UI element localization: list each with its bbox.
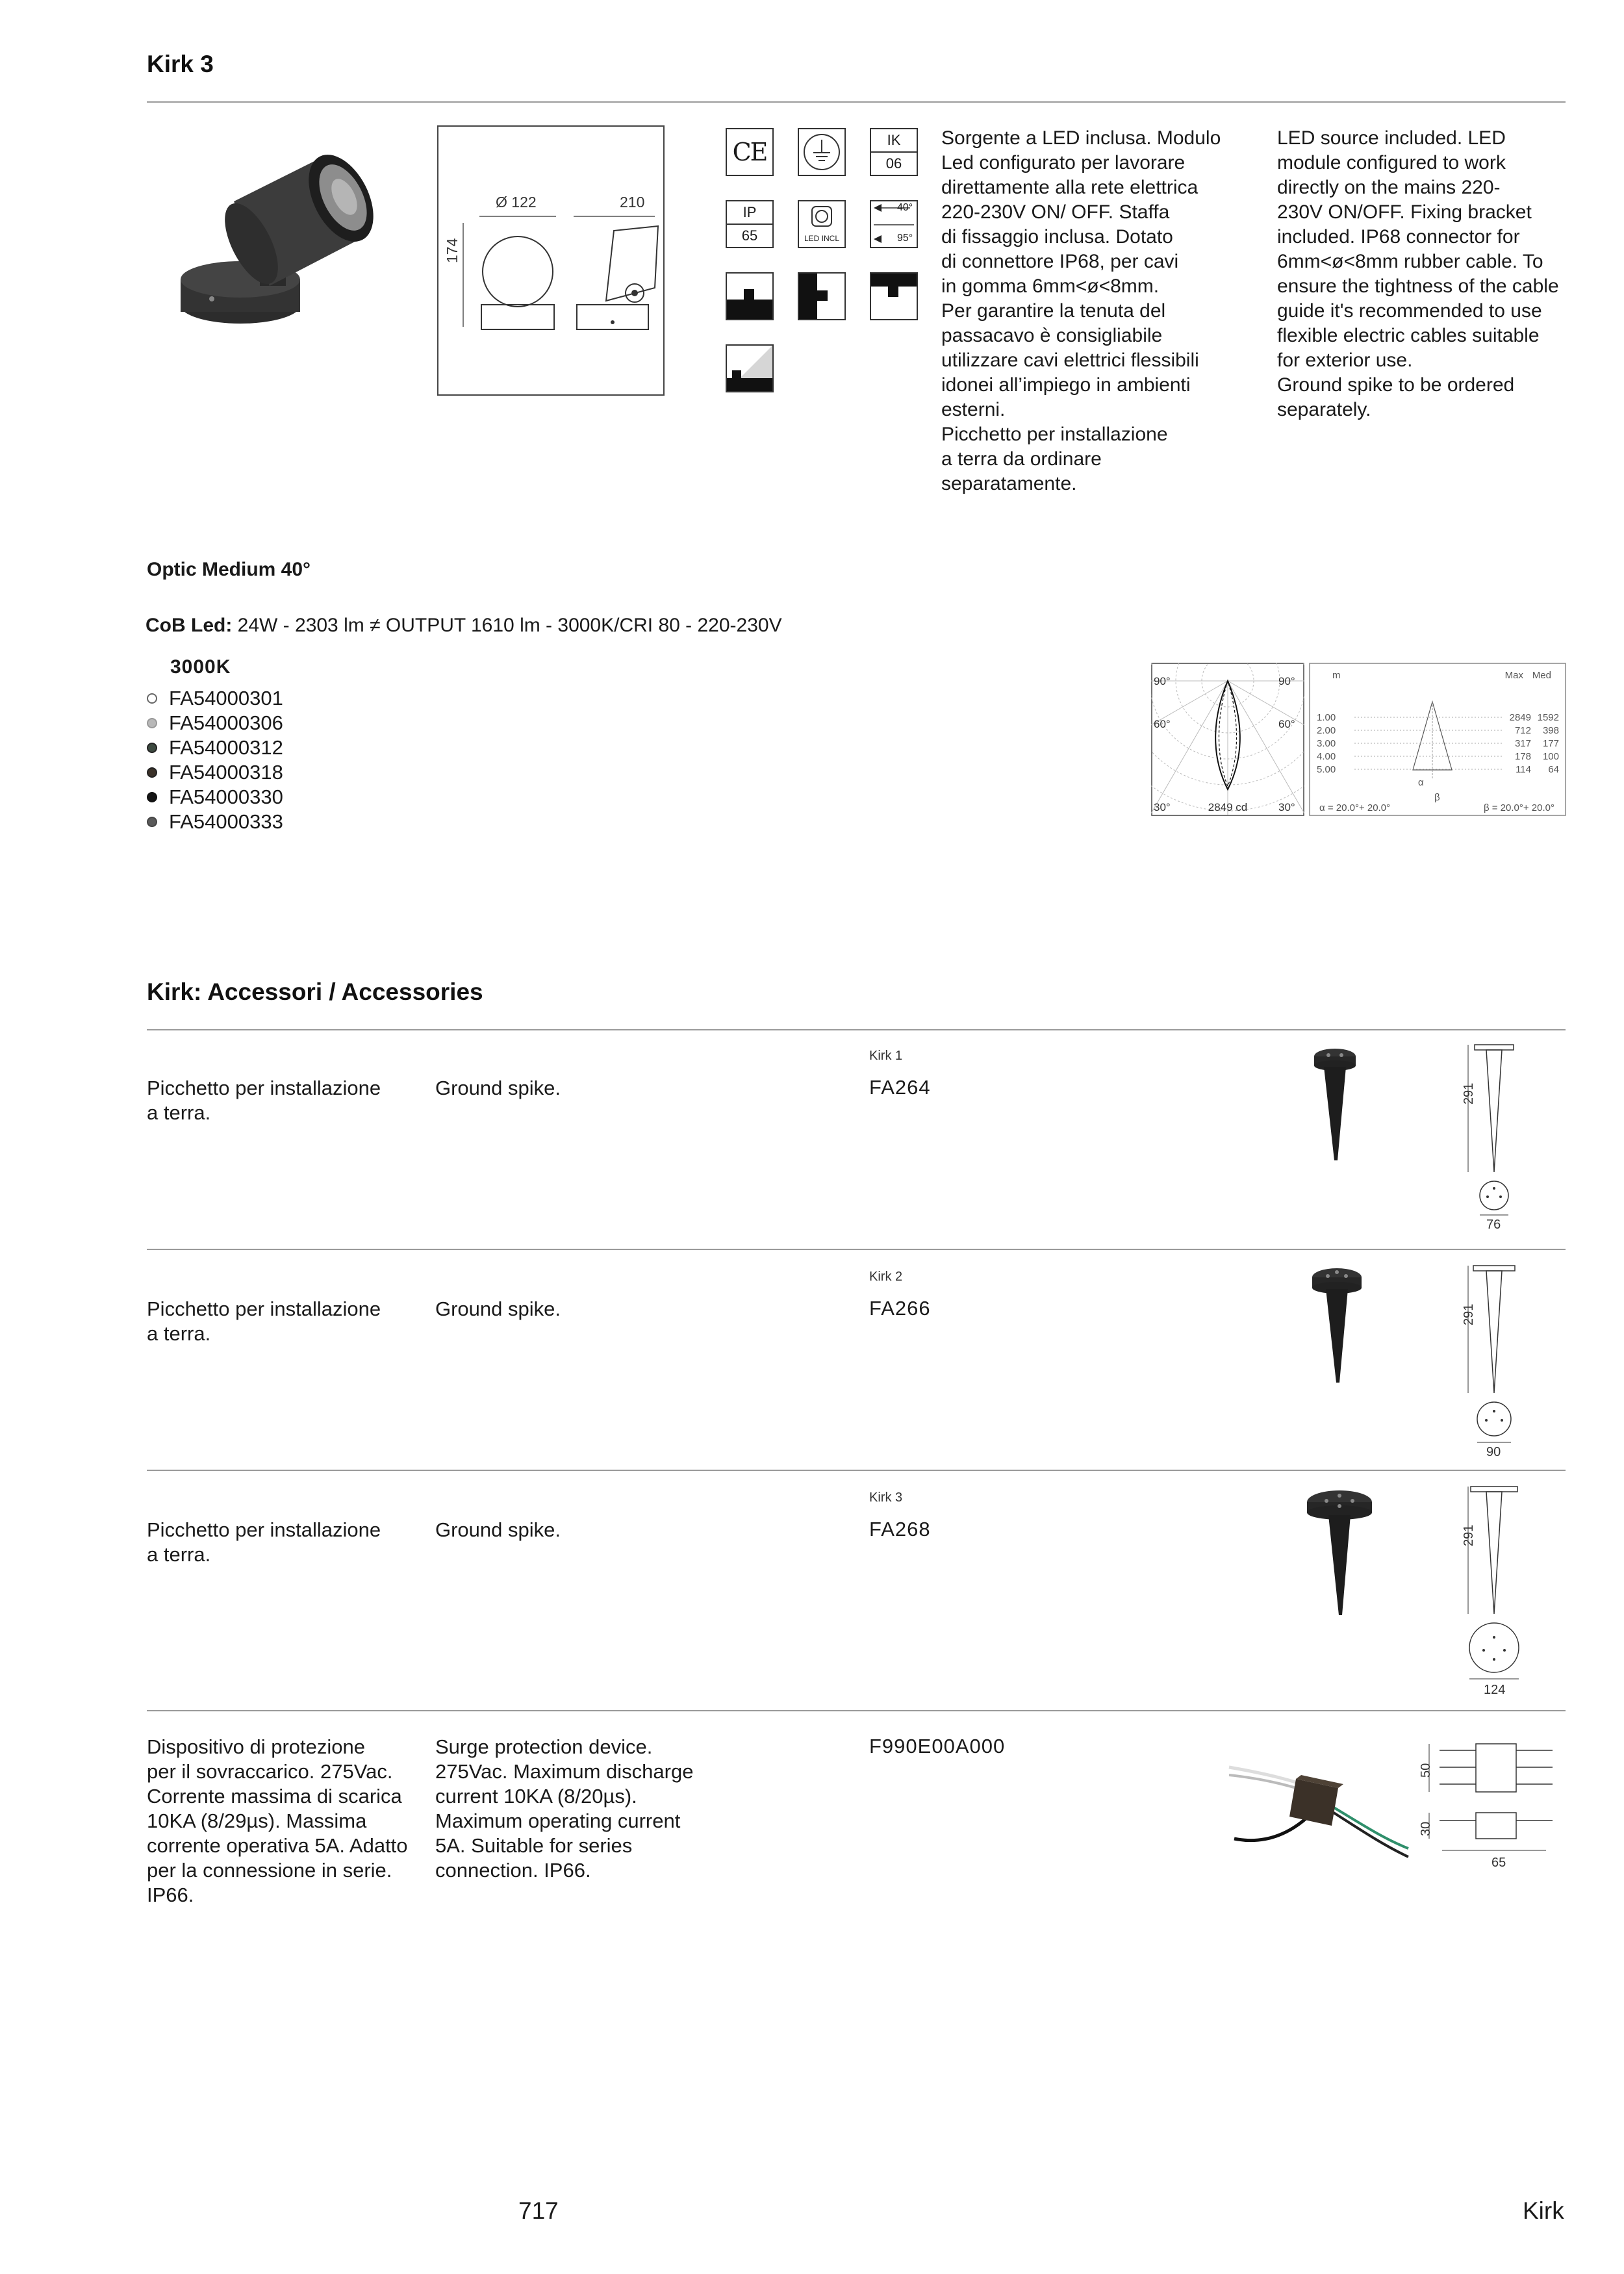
- polar-label-90-right: 90°: [1278, 675, 1295, 687]
- polar-light-distribution: [1151, 663, 1304, 816]
- ip-label: IP: [727, 201, 772, 225]
- row-divider: [147, 1710, 1566, 1711]
- earth-ground-icon: [798, 128, 846, 176]
- ground-spike-drawing: [1455, 1042, 1533, 1231]
- cone-header-med: Med: [1532, 670, 1551, 681]
- variant-code-list: [147, 686, 283, 834]
- cone-med: 177: [1542, 738, 1559, 749]
- accessories-title: Kirk: Accessori / Accessories: [147, 978, 483, 1005]
- cone-max: 178: [1514, 751, 1531, 762]
- cone-max: 712: [1514, 725, 1531, 736]
- ik-rating-icon: [870, 128, 918, 176]
- surge-name-it: Dispositivo di protezione per il sovraccarico. 275Vac. Corrente massima di scarica 10KA (8/29µs). Massima corrente operativa 5A. Adatto per la connessione in serie. IP66.: [147, 1735, 408, 1906]
- dim-diameter: Ø 122: [496, 194, 537, 211]
- accessory-code[interactable]: FA264: [869, 1076, 931, 1099]
- variant-code: FA54000330: [169, 786, 283, 808]
- accessory-code[interactable]: FA268: [869, 1518, 931, 1540]
- variant-code: FA54000318: [169, 761, 283, 784]
- polar-label-60-right: 60°: [1278, 718, 1295, 730]
- dim-width: 210: [620, 194, 645, 211]
- cone-distance: 4.00: [1317, 751, 1336, 762]
- spike-height: 291: [1462, 1303, 1476, 1325]
- accessory-fits: Kirk 1: [869, 1049, 903, 1063]
- ground-spike-drawing: [1455, 1484, 1533, 1698]
- cone-max: 317: [1514, 738, 1531, 749]
- technical-drawing: [437, 125, 665, 396]
- surge-height-2: 30: [1419, 1821, 1433, 1836]
- ground-spike-photo: [1299, 1043, 1371, 1167]
- page-title: Kirk 3: [147, 51, 214, 77]
- section-name: Kirk: [1523, 2197, 1564, 2224]
- page-number: 717: [518, 2197, 559, 2224]
- surge-code[interactable]: F990E00A000: [869, 1735, 1006, 1757]
- variant-row[interactable]: [147, 735, 283, 760]
- accessory-name-en: Ground spike.: [435, 1297, 561, 1320]
- cone-alpha: α: [1418, 777, 1424, 788]
- finish-swatch: [147, 743, 157, 753]
- spike-diameter: 90: [1486, 1445, 1501, 1459]
- accessories-divider: [147, 1029, 1566, 1030]
- polar-label-90-left: 90°: [1154, 675, 1171, 687]
- ip-value: 65: [741, 227, 758, 244]
- accessory-name-en: Ground spike.: [435, 1518, 561, 1541]
- light-cone-table: [1309, 663, 1566, 816]
- accessory-code[interactable]: FA266: [869, 1297, 931, 1320]
- spike-diameter: 76: [1486, 1218, 1501, 1232]
- variant-code: FA54000306: [169, 711, 283, 734]
- cone-distance: 5.00: [1317, 764, 1336, 775]
- variant-row[interactable]: [147, 686, 283, 711]
- cone-med: 64: [1548, 764, 1559, 775]
- variant-row[interactable]: [147, 785, 283, 810]
- spike-diameter: 124: [1484, 1683, 1506, 1697]
- led-included-icon: [798, 200, 846, 248]
- installation-floor-icon: [726, 272, 774, 320]
- cone-distance: 1.00: [1317, 712, 1336, 723]
- finish-swatch: [147, 792, 157, 802]
- cob-label: CoB Led:: [146, 615, 233, 636]
- cob-spec: [146, 615, 782, 637]
- ik-label: IK: [871, 129, 917, 153]
- header-divider: [147, 101, 1566, 103]
- tilt-angle-1: 40°: [897, 202, 913, 213]
- cone-distance: 2.00: [1317, 725, 1336, 736]
- row-divider: [147, 1470, 1566, 1471]
- cone-beta: β: [1434, 792, 1440, 803]
- variant-code: FA54000333: [169, 810, 283, 833]
- row-divider: [147, 1249, 1566, 1250]
- cone-distance: 3.00: [1317, 738, 1336, 749]
- ground-spike-photo: [1299, 1485, 1384, 1615]
- finish-swatch: [147, 767, 157, 778]
- cone-header-max: Max: [1504, 670, 1523, 681]
- finish-swatch: [147, 718, 157, 728]
- cone-max: 114: [1516, 764, 1531, 775]
- ground-spike-photo: [1299, 1263, 1377, 1386]
- polar-label-30-left: 30°: [1154, 801, 1171, 813]
- installation-ceiling-icon: [870, 272, 918, 320]
- cct-heading: 3000K: [170, 656, 231, 678]
- installation-ground-icon: [726, 344, 774, 392]
- surge-device-photo: [1228, 1741, 1410, 1871]
- description-italian: Sorgente a LED inclusa. Modulo Led configurato per lavorare direttamente alla rete elettrica 220-230V ON/ OFF. Staffa di fissaggio inclusa. Dotato di connettore IP68, per cavi in gomma 6mm<ø<8mm. Per garantire la tenuta del passacavo è consigliabile utilizzare cavi elettrici flessibili idonei all’impiego in ambienti esterni. Picchetto per installazione a terra da ordinare separatamente.: [941, 127, 1221, 494]
- dim-height: 174: [444, 238, 461, 263]
- tilt-angle-icon: [870, 200, 918, 248]
- polar-label-60-left: 60°: [1154, 718, 1171, 730]
- cone-med: 100: [1542, 751, 1559, 762]
- variant-row[interactable]: [147, 760, 283, 785]
- tilt-angle-2: 95°: [897, 233, 913, 244]
- led-incl-label: LED INCL: [804, 234, 840, 243]
- variant-row[interactable]: [147, 711, 283, 735]
- accessory-name-en: Ground spike.: [435, 1077, 561, 1099]
- polar-peak-intensity: 2849 cd: [1208, 801, 1248, 813]
- installation-wall-icon: [798, 272, 846, 320]
- cone-unit: m: [1332, 670, 1341, 681]
- ip-rating-icon: [726, 200, 774, 248]
- spike-height: 291: [1462, 1524, 1476, 1546]
- finish-swatch: [147, 693, 157, 704]
- ce-mark-icon: CE: [726, 128, 774, 176]
- accessory-fits: Kirk 3: [869, 1490, 903, 1505]
- cone-max: 2849: [1509, 712, 1531, 723]
- variant-code: FA54000301: [169, 687, 283, 709]
- spike-height: 291: [1462, 1082, 1476, 1105]
- cone-med: 1592: [1537, 712, 1559, 723]
- variant-code: FA54000312: [169, 736, 283, 759]
- cob-values: 24W - 2303 lm ≠ OUTPUT 1610 lm - 3000K/CRI 80 - 220-230V: [232, 615, 782, 636]
- variant-row[interactable]: [147, 810, 283, 834]
- accessory-name-it: Picchetto per installazione a terra.: [147, 1518, 381, 1566]
- surge-width: 65: [1491, 1856, 1506, 1870]
- ik-value: 06: [885, 155, 902, 172]
- cone-med: 398: [1542, 725, 1559, 736]
- cone-alpha-note: α = 20.0°+ 20.0°: [1319, 802, 1391, 813]
- accessory-fits: Kirk 2: [869, 1270, 903, 1284]
- description-english: LED source included. LED module configured to work directly on the mains 220- 230V ON/OFF. Fixing bracket included. IP68 connector for 6mm<ø<8mm rubber cable. To ensure the tightness of the cable guide it's recommended to use flexible electric cables suitable for exterior use. Ground spike to be ordered separately.: [1277, 127, 1559, 420]
- cone-beta-note: β = 20.0°+ 20.0°: [1483, 802, 1554, 813]
- accessory-name-it: Picchetto per installazione a terra.: [147, 1297, 381, 1345]
- polar-label-30-right: 30°: [1278, 801, 1295, 813]
- accessory-name-it: Picchetto per installazione a terra.: [147, 1077, 381, 1124]
- optic-title: Optic Medium 40°: [147, 559, 311, 580]
- product-photo: [162, 130, 409, 390]
- surge-name-en: Surge protection device. 275Vac. Maximum discharge current 10KA (8/20µs). Maximum operating current 5A. Suitable for series connection. IP66.: [435, 1735, 694, 1882]
- surge-height-1: 50: [1419, 1763, 1433, 1778]
- ground-spike-drawing: [1455, 1263, 1533, 1458]
- finish-swatch: [147, 817, 157, 827]
